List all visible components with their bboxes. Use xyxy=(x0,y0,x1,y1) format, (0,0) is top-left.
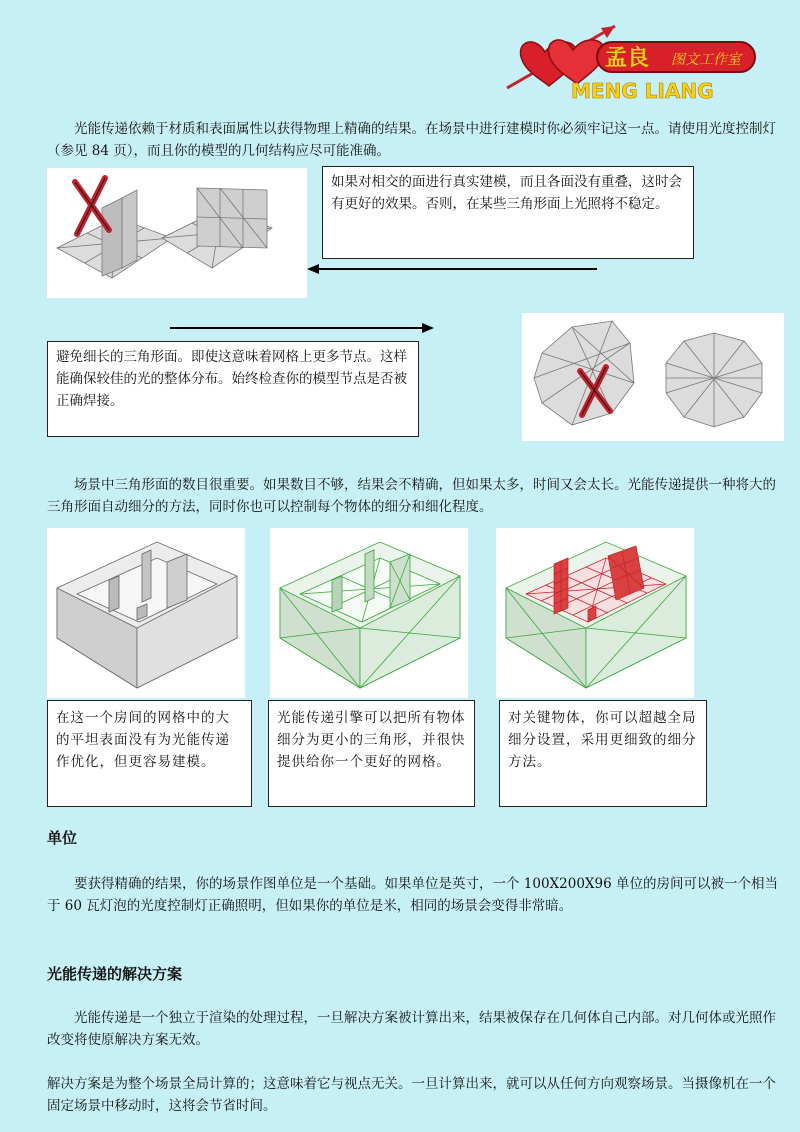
arrow-left-icon xyxy=(305,262,600,276)
section-units-title: 单位 xyxy=(47,829,78,847)
intro-paragraph: 光能传递依赖于材质和表面属性以获得物理上精确的结果。在场景中进行建模时你必须牢记这一点。请使用光度控制灯（参见 84 页），而且你的模型的几何结构应尽可能准确。 xyxy=(47,121,776,159)
caption-subdivided-mesh-text: 光能传递引擎可以把所有物体细分为更小的三角形，并很快提供给你一个更好的网格。 xyxy=(277,710,466,770)
logo-name-cn: 孟良 xyxy=(605,46,650,71)
figure-room-refined-mesh xyxy=(496,528,694,698)
section-units-body: 要获得精确的结果，你的场景作图单位是一个基础。如果单位是英寸，一个 100X200X96 单位的房间可以被一个相当于 60 瓦灯泡的光度控制灯正确照明，但如果你的单位是米，相同的场景会变得非常暗。 xyxy=(47,876,779,914)
section-solution-title: 光能传递的解决方案 xyxy=(47,965,183,983)
logo xyxy=(505,12,765,104)
logo-studio: 图文工作室 xyxy=(671,52,741,68)
figure-coplanar-faces xyxy=(47,168,307,298)
cross-mark-icon xyxy=(75,178,109,234)
callout-coplanar xyxy=(322,166,694,259)
section-solution-body1: 光能传递是一个独立于渲染的处理过程，一旦解决方案被计算出来，结果被保存在几何体自己内部。对几何体或光照作改变将使原解决方案无效。 xyxy=(47,1010,776,1048)
figure-room-coarse-mesh xyxy=(47,528,245,698)
figure-room-subdivided-mesh xyxy=(270,528,468,698)
arrow-right-icon xyxy=(168,321,436,335)
callout-thin-triangles-text: 避免细长的三角形面。即使这意味着网格上更多节点。这样能确保较佳的光的整体分布。始终检查你的模型节点是否被正确焊接。 xyxy=(56,349,407,409)
logo-name-en: MENG LIANG xyxy=(571,79,714,103)
heart-arrow-logo-icon xyxy=(505,12,765,104)
figure-thin-triangles xyxy=(522,313,784,441)
caption-refined-mesh-text: 对关键物体，你可以超越全局细分设置，采用更细致的细分方法。 xyxy=(508,710,697,770)
callout-thin-triangles xyxy=(47,341,419,437)
section-solution-body2: 解决方案是为整个场景全局计算的；这意味着它与视点无关。一旦计算出来，就可以从任何方向观察场景。当摄像机在一个固定场景中移动时，这将会节省时间。 xyxy=(47,1076,776,1114)
caption-coarse-mesh xyxy=(47,700,252,807)
caption-coarse-mesh-text: 在这一个房间的网格中的大的平坦表面没有为光能传递作优化，但更容易建模。 xyxy=(56,710,230,770)
caption-refined-mesh xyxy=(499,700,707,807)
callout-coplanar-text: 如果对相交的面进行真实建模，而且各面没有重叠，这时会有更好的效果。否则，在某些三角形面上光照将不稳定。 xyxy=(331,174,682,212)
caption-subdivided-mesh xyxy=(268,700,475,807)
subdivision-paragraph: 场景中三角形面的数目很重要。如果数目不够，结果会不精确，但如果太多，时间又会太长。光能传递提供一种将大的三角形面自动细分的方法，同时你也可以控制每个物体的细分和细化程度。 xyxy=(47,477,776,515)
